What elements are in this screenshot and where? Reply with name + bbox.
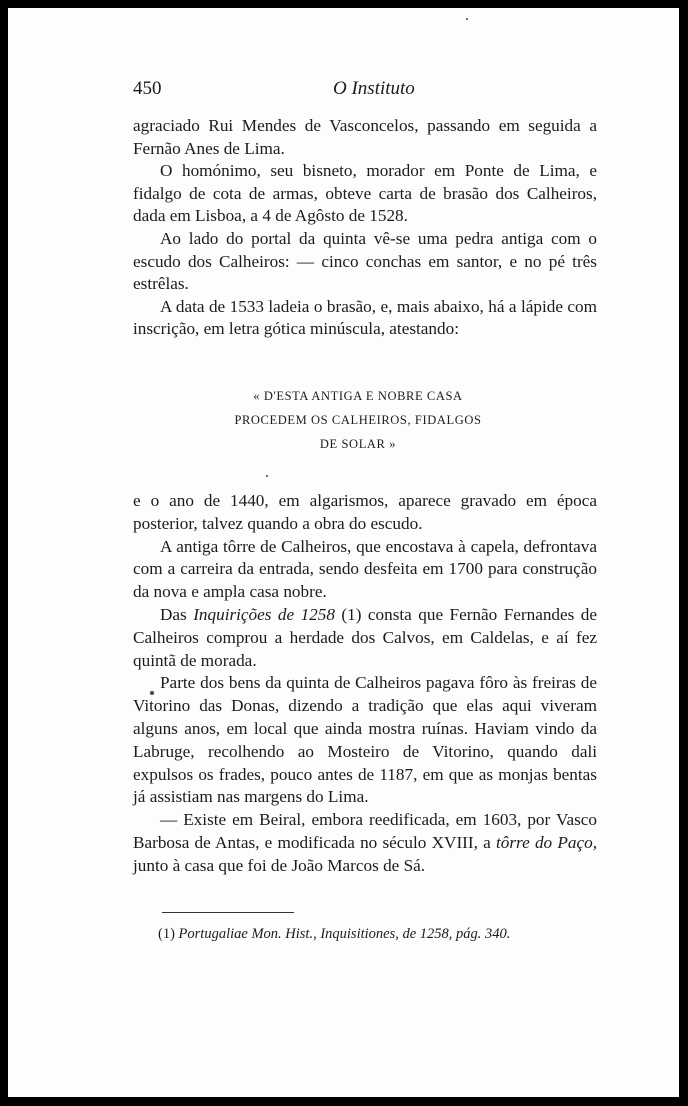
paragraph-text: — Existe em Beiral, embora reedificada, em 1603, por Vasco Barbosa de Antas, e modificada no século XVIII, a [133, 810, 597, 852]
paragraph: Ao lado do portal da quinta vê-se uma pedra antiga com o escudo dos Calheiros: — cinco conchas em santor, e no pé três estrêlas. [133, 228, 597, 294]
ink-speck [466, 18, 468, 20]
paragraph-text: Das [160, 604, 194, 624]
paragraph: Parte dos bens da quinta de Calheiros pagava fôro às freiras de Vitorino das Donas, dizendo a tradição que elas aqui viveram alguns anos, em local que ainda mostra ruínas. Haviam vindo da Labruge, recolhendo ao Mosteiro de Vitorino, quando dali expulsos os frades, pouco antes de 1187, em que as monjas bentas já assistiam nas margens do Lima. [133, 673, 597, 807]
paragraph-text: (1) consta que Fernão Fernandes de Calheiros comprou a herdade dos Calvos, em Caldelas, e aí fez quintã de morada. [133, 604, 597, 670]
book-title: Inquirições de 1258 [193, 604, 335, 624]
paragraph [133, 604, 597, 672]
place-name: tôrre do Paço, [496, 832, 597, 852]
paragraph: O homónimo, seu bisneto, morador em Ponte de Lima, e fidalgo de cota de armas, obteve carta de brasão dos Calheiros, dada em Lisboa, a 4 de Agôsto de 1528. [133, 161, 597, 226]
ink-speck [150, 691, 154, 695]
body-text-bottom [133, 490, 597, 878]
inscription-line: DE SOLAR » [319, 437, 397, 451]
footnote-marker: (1) [158, 926, 175, 942]
paragraph-text: junto à casa que foi de João Marcos de Sá. [133, 855, 426, 875]
inscription-quote [208, 384, 508, 456]
paragraph: A antiga tôrre de Calheiros, que encostava à capela, defrontava com a carreira da entrada, sendo desfeita em 1700 para construção da nova e ampla casa nobre. [133, 536, 597, 602]
page-header [133, 78, 598, 104]
paragraph: A data de 1533 ladeia o brasão, e, mais abaixo, há a lápide com inscrição, em letra gótica minúscula, atestando: [133, 296, 597, 339]
inscription-line: PROCEDEM OS CALHEIROS, FIDALGOS [234, 413, 482, 427]
paragraph: agraciado Rui Mendes de Vasconcelos, passando em seguida a Fernão Anes de Lima. [133, 116, 597, 158]
paragraph [133, 809, 597, 877]
footnote [158, 926, 588, 943]
body-text-top [133, 115, 597, 341]
page-number: 450 [133, 78, 162, 99]
book-page [8, 8, 679, 1097]
inscription-line: « D'ESTA ANTIGA E NOBRE CASA [253, 389, 463, 403]
running-title: O Instituto [333, 78, 415, 99]
paragraph: e o ano de 1440, em algarismos, aparece gravado em época posterior, talvez quando a obra do escudo. [133, 491, 597, 533]
footnote-divider [162, 912, 294, 913]
footnote-text: Portugaliae Mon. Hist., Inquisitiones, de 1258, pág. 340. [178, 926, 511, 942]
ink-speck [266, 475, 268, 477]
